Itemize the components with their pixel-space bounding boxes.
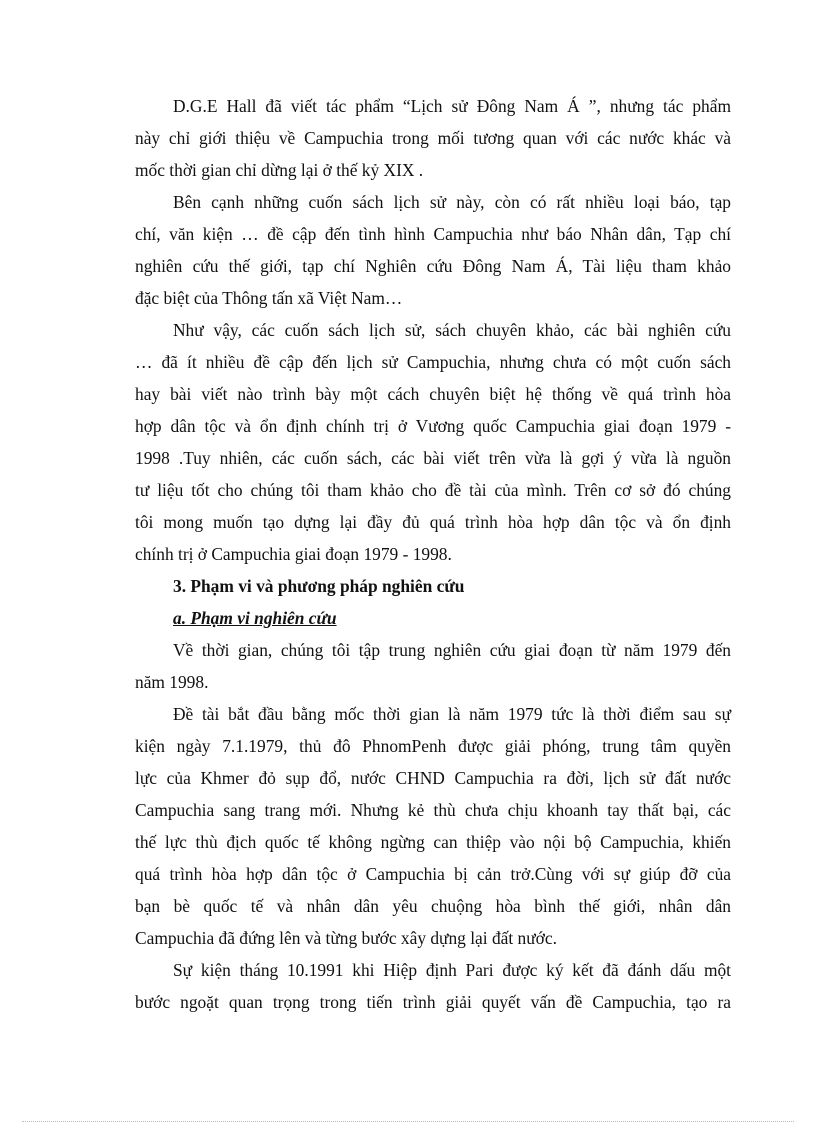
text-line: Sự kiện tháng 10.1991 khi Hiệp định Pari được ký kết đã đánh dấu một <box>173 960 731 980</box>
text-line: đặc biệt của Thông tấn xã Việt Nam… <box>135 288 403 308</box>
paragraph-summary <box>135 314 731 570</box>
text-line: kiện ngày 7.1.1979, thủ đô PhnomPenh được giải phóng, trung tâm quyền <box>135 736 731 756</box>
text-line: chính trị ở Campuchia giai đoạn 1979 - 1998. <box>135 544 452 564</box>
subsection-title: a. Phạm vi nghiên cứu <box>173 608 337 628</box>
text-line: bước ngoặt quan trọng trong tiến trình giải quyết vấn đề Campuchia, tạo ra <box>135 992 731 1012</box>
text-line: nghiên cứu thế giới, tạp chí Nghiên cứu Đông Nam Á, Tài liệu tham khảo <box>135 256 731 276</box>
text-line: năm 1998. <box>135 672 209 692</box>
page-bottom-divider <box>22 1121 794 1122</box>
text-line: quá trình hòa hợp dân tộc ở Campuchia bị cản trở.Cùng với sự giúp đỡ của <box>135 864 731 884</box>
text-line: tư liệu tốt cho chúng tôi tham khảo cho đề tài của mình. Trên cơ sở đó chúng <box>135 480 731 500</box>
text-line: thế lực thù địch quốc tế không ngừng can thiệp vào nội bộ Campuchia, khiến <box>135 832 731 852</box>
text-line: Như vậy, các cuốn sách lịch sử, sách chuyên khảo, các bài nghiên cứu <box>173 320 731 340</box>
text-line: Bên cạnh những cuốn sách lịch sử này, còn có rất nhiều loại báo, tạp <box>173 192 731 212</box>
paragraph-other-sources <box>135 186 731 314</box>
paragraph-paris-agreement <box>135 954 731 1018</box>
text-line: Campuchia đã đứng lên và từng bước xây dựng lại đất nước. <box>135 928 557 948</box>
text-line: mốc thời gian chỉ dừng lại ở thế kỷ XIX . <box>135 160 424 180</box>
text-line: chí, văn kiện … đề cập đến tình hình Campuchia như báo Nhân dân, Tạp chí <box>135 224 731 244</box>
text-line: tôi mong muốn tạo dựng lại đầy đủ quá trình hòa hợp dân tộc và ổn định <box>135 512 731 532</box>
paragraph-start-1979 <box>135 698 731 954</box>
text-line: … đã ít nhiều đề cập đến lịch sử Campuchia, nhưng chưa có một cuốn sách <box>135 352 731 372</box>
section-title: 3. Phạm vi và phương pháp nghiên cứu <box>173 576 465 596</box>
text-line: bạn bè quốc tế và nhân dân yêu chuộng hòa bình thế giới, nhân dân <box>135 896 731 916</box>
subsection-line <box>135 602 731 634</box>
text-line: Campuchia sang trang mới. Nhưng kẻ thù chưa chịu khoanh tay thất bại, các <box>135 800 731 820</box>
text-line: 1998 .Tuy nhiên, các cuốn sách, các bài viết trên vừa là gợi ý vừa là nguồn <box>135 448 731 468</box>
subsection-heading <box>135 602 731 634</box>
document-page <box>135 90 731 1018</box>
text-line: lực của Khmer đỏ sụp đổ, nước CHND Campuchia ra đời, lịch sử đất nước <box>135 768 731 788</box>
paragraph-hall-book <box>135 90 731 186</box>
paragraph-time-scope <box>135 634 731 698</box>
text-line: Về thời gian, chúng tôi tập trung nghiên cứu giai đoạn từ năm 1979 đến <box>173 640 731 660</box>
text-line: này chỉ giới thiệu về Campuchia trong mối tương quan với các nước khác và <box>135 128 731 148</box>
text-line: hay bài viết nào trình bày một cách chuyên biệt hệ thống về quá trình hòa <box>135 384 731 404</box>
section-heading <box>135 570 731 602</box>
text-line: D.G.E Hall đã viết tác phẩm “Lịch sử Đông Nam Á ”, nhưng tác phẩm <box>173 96 731 116</box>
text-line: Đề tài bắt đầu bằng mốc thời gian là năm 1979 tức là thời điểm sau sự <box>173 704 731 724</box>
text-line: hợp dân tộc và ổn định chính trị ở Vương quốc Campuchia giai đoạn 1979 - <box>135 416 731 436</box>
